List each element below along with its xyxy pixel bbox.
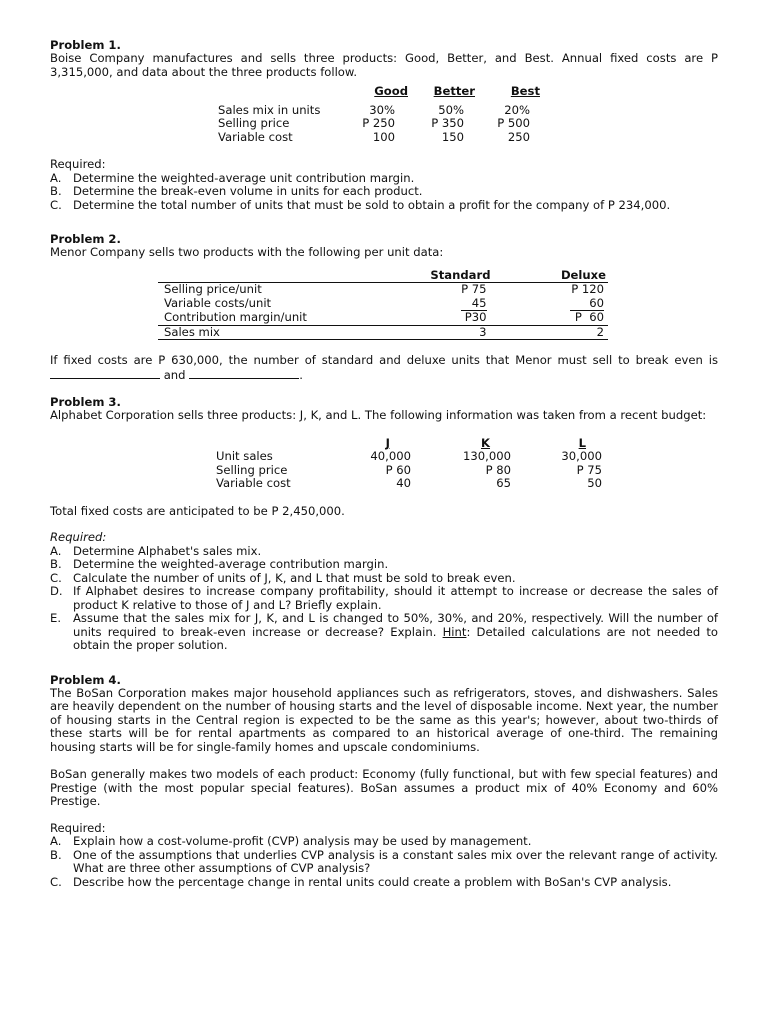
required-item: C. Calculate the number of units of J, K, and L that must be sold to break even. (50, 570, 516, 585)
p3-row-label: Unit sales (216, 449, 273, 463)
p3-cell: P 80 (485, 462, 511, 477)
p1-cell: 100 (372, 129, 395, 144)
p2-cell: P 120 (571, 282, 604, 296)
problem-1-intro: Boise Company manufactures and sells three products: Good, Better, and Best. Annual fixed costs are P 3,315,000, and data about the three products follow. (50, 51, 718, 79)
required-label: Required: (50, 530, 107, 544)
p1-header-good: Good (374, 84, 408, 98)
p1-header-better: Better (433, 84, 475, 98)
p1-row-label: Selling price (218, 116, 290, 130)
p3-row-label: Variable cost (216, 476, 291, 490)
p2-row-label: Contribution margin/unit (158, 311, 407, 325)
p3-cell: 40,000 (370, 449, 411, 463)
p2-row-label: Sales mix (158, 325, 407, 340)
problem-2-title: Problem 2. (50, 232, 121, 246)
required-item: B. Determine the break-even volume in units for each product. (50, 184, 423, 198)
required-item: B. Determine the weighted-average contribution margin. (50, 557, 389, 571)
p2-cell: 2 (491, 325, 608, 340)
p1-cell: 30% (369, 102, 395, 117)
problem-2-intro: Menor Company sells two products with the following per unit data: (50, 245, 444, 259)
required-item: E. Assume that the sales mix for J, K, and L is changed to 50%, 30%, and 20%, respectively. Will the number of units required to break-even increase or decrease? Explain. Hint: Detailed calculations are not needed to obtain the proper solution. (50, 611, 719, 652)
problem-2-question: If fixed costs are P 630,000, the number of standard and deluxe units that Menor must sell to break even is and . (50, 353, 718, 382)
required-item: A. Determine Alphabet's sales mix. (50, 543, 262, 558)
problem-1-title: Problem 1. (50, 38, 121, 52)
p3-cell: P 75 (576, 462, 602, 477)
p2-cell: 60 (570, 297, 604, 312)
p3-cell: 40 (396, 476, 411, 490)
problem-3-fixed-costs: Total fixed costs are anticipated to be P 2,450,000. (50, 503, 345, 518)
p2-row-label: Variable costs/unit (164, 296, 272, 310)
problem-3-required (50, 531, 718, 653)
required-item: A. Determine the weighted-average unit contribution margin. (50, 170, 415, 185)
p3-header-l: L (578, 435, 586, 450)
p2-cell: P 60 (491, 311, 608, 325)
p1-cell: 50% (438, 102, 464, 117)
p3-cell: 30,000 (561, 449, 602, 463)
p3-cell: 65 (496, 476, 511, 490)
p3-cell: 50 (587, 476, 602, 490)
problem-3-title: Problem 3. (50, 395, 121, 409)
problem-3-table (216, 437, 602, 491)
p1-cell: P 500 (497, 116, 530, 130)
p2-cell: P30 (407, 311, 491, 325)
p2-row-label: Selling price/unit (164, 282, 262, 296)
problem-1-table (218, 85, 540, 144)
p2-header-deluxe: Deluxe (560, 267, 606, 282)
p1-cell: 250 (507, 129, 530, 144)
p1-cell: P 350 (431, 116, 464, 130)
p1-row-label: Sales mix in units (218, 102, 321, 117)
required-label: Required: (50, 157, 106, 171)
answer-blank-deluxe[interactable] (189, 368, 299, 379)
p1-header-best: Best (510, 84, 540, 98)
required-label: Required: (50, 820, 106, 835)
p3-cell: 130,000 (463, 449, 511, 463)
required-item: B. One of the assumptions that underlies CVP analysis is a constant sales mix over the relevant range of activity. What are three other assumptions of CVP analysis? (50, 847, 718, 875)
problem-2-table (158, 269, 608, 341)
required-item: C. Determine the total number of units that must be sold to obtain a profit for the company of P 234,000. (50, 197, 671, 212)
p1-row-label: Variable cost (218, 129, 293, 144)
problem-4-required (50, 822, 718, 890)
required-item: D. If Alphabet desires to increase company profitability, should it attempt to increase or decrease the sales of product K relative to those of J and L? Briefly explain. (50, 584, 718, 612)
p3-header-k: K (481, 435, 490, 450)
p2-cell: P 75 (461, 282, 487, 296)
problem-4-title: Problem 4. (50, 672, 121, 687)
p3-row-label: Selling price (216, 462, 288, 477)
required-item: C. Describe how the percentage change in rental units could create a problem with BoSan's CVP analysis. (50, 874, 672, 889)
p1-cell: 20% (504, 102, 530, 117)
problem-4-paragraph-1: The BoSan Corporation makes major household appliances such as refrigerators, stoves, and dishwashers. Sales are heavily dependent on the number of housing starts and the level of disposable income. Next year, the number of housing starts in the Central region is expected to be the same as this year's; however, about two-thirds of these starts will be for rental apartments as compared to an historical average of one-third. The remaining housing starts will be for single-family homes and upscale condominiums. (50, 685, 718, 754)
p1-cell: P 250 (362, 116, 395, 130)
problem-3-intro: Alphabet Corporation sells three products: J, K, and L. The following information was taken from a recent budget: (50, 408, 707, 422)
p3-cell: P 60 (385, 462, 411, 477)
p2-header-standard: Standard (430, 267, 491, 282)
p3-header-j: J (385, 435, 390, 450)
problem-4-paragraph-2: BoSan generally makes two models of each product: Economy (fully functional, but with few special features) and Prestige (with the most popular special features). BoSan assumes a product mix of 40% Economy and 60% Prestige. (50, 767, 718, 808)
p2-cell: 45 (461, 297, 487, 312)
problem-1-required (50, 158, 718, 212)
document-page (50, 38, 718, 889)
hint-label: Hint (442, 624, 467, 639)
answer-blank-standard[interactable] (50, 368, 160, 379)
required-item: A. Explain how a cost-volume-profit (CVP) analysis may be used by management. (50, 834, 532, 848)
p1-cell: 150 (441, 129, 464, 144)
p2-cell: 3 (407, 325, 491, 340)
